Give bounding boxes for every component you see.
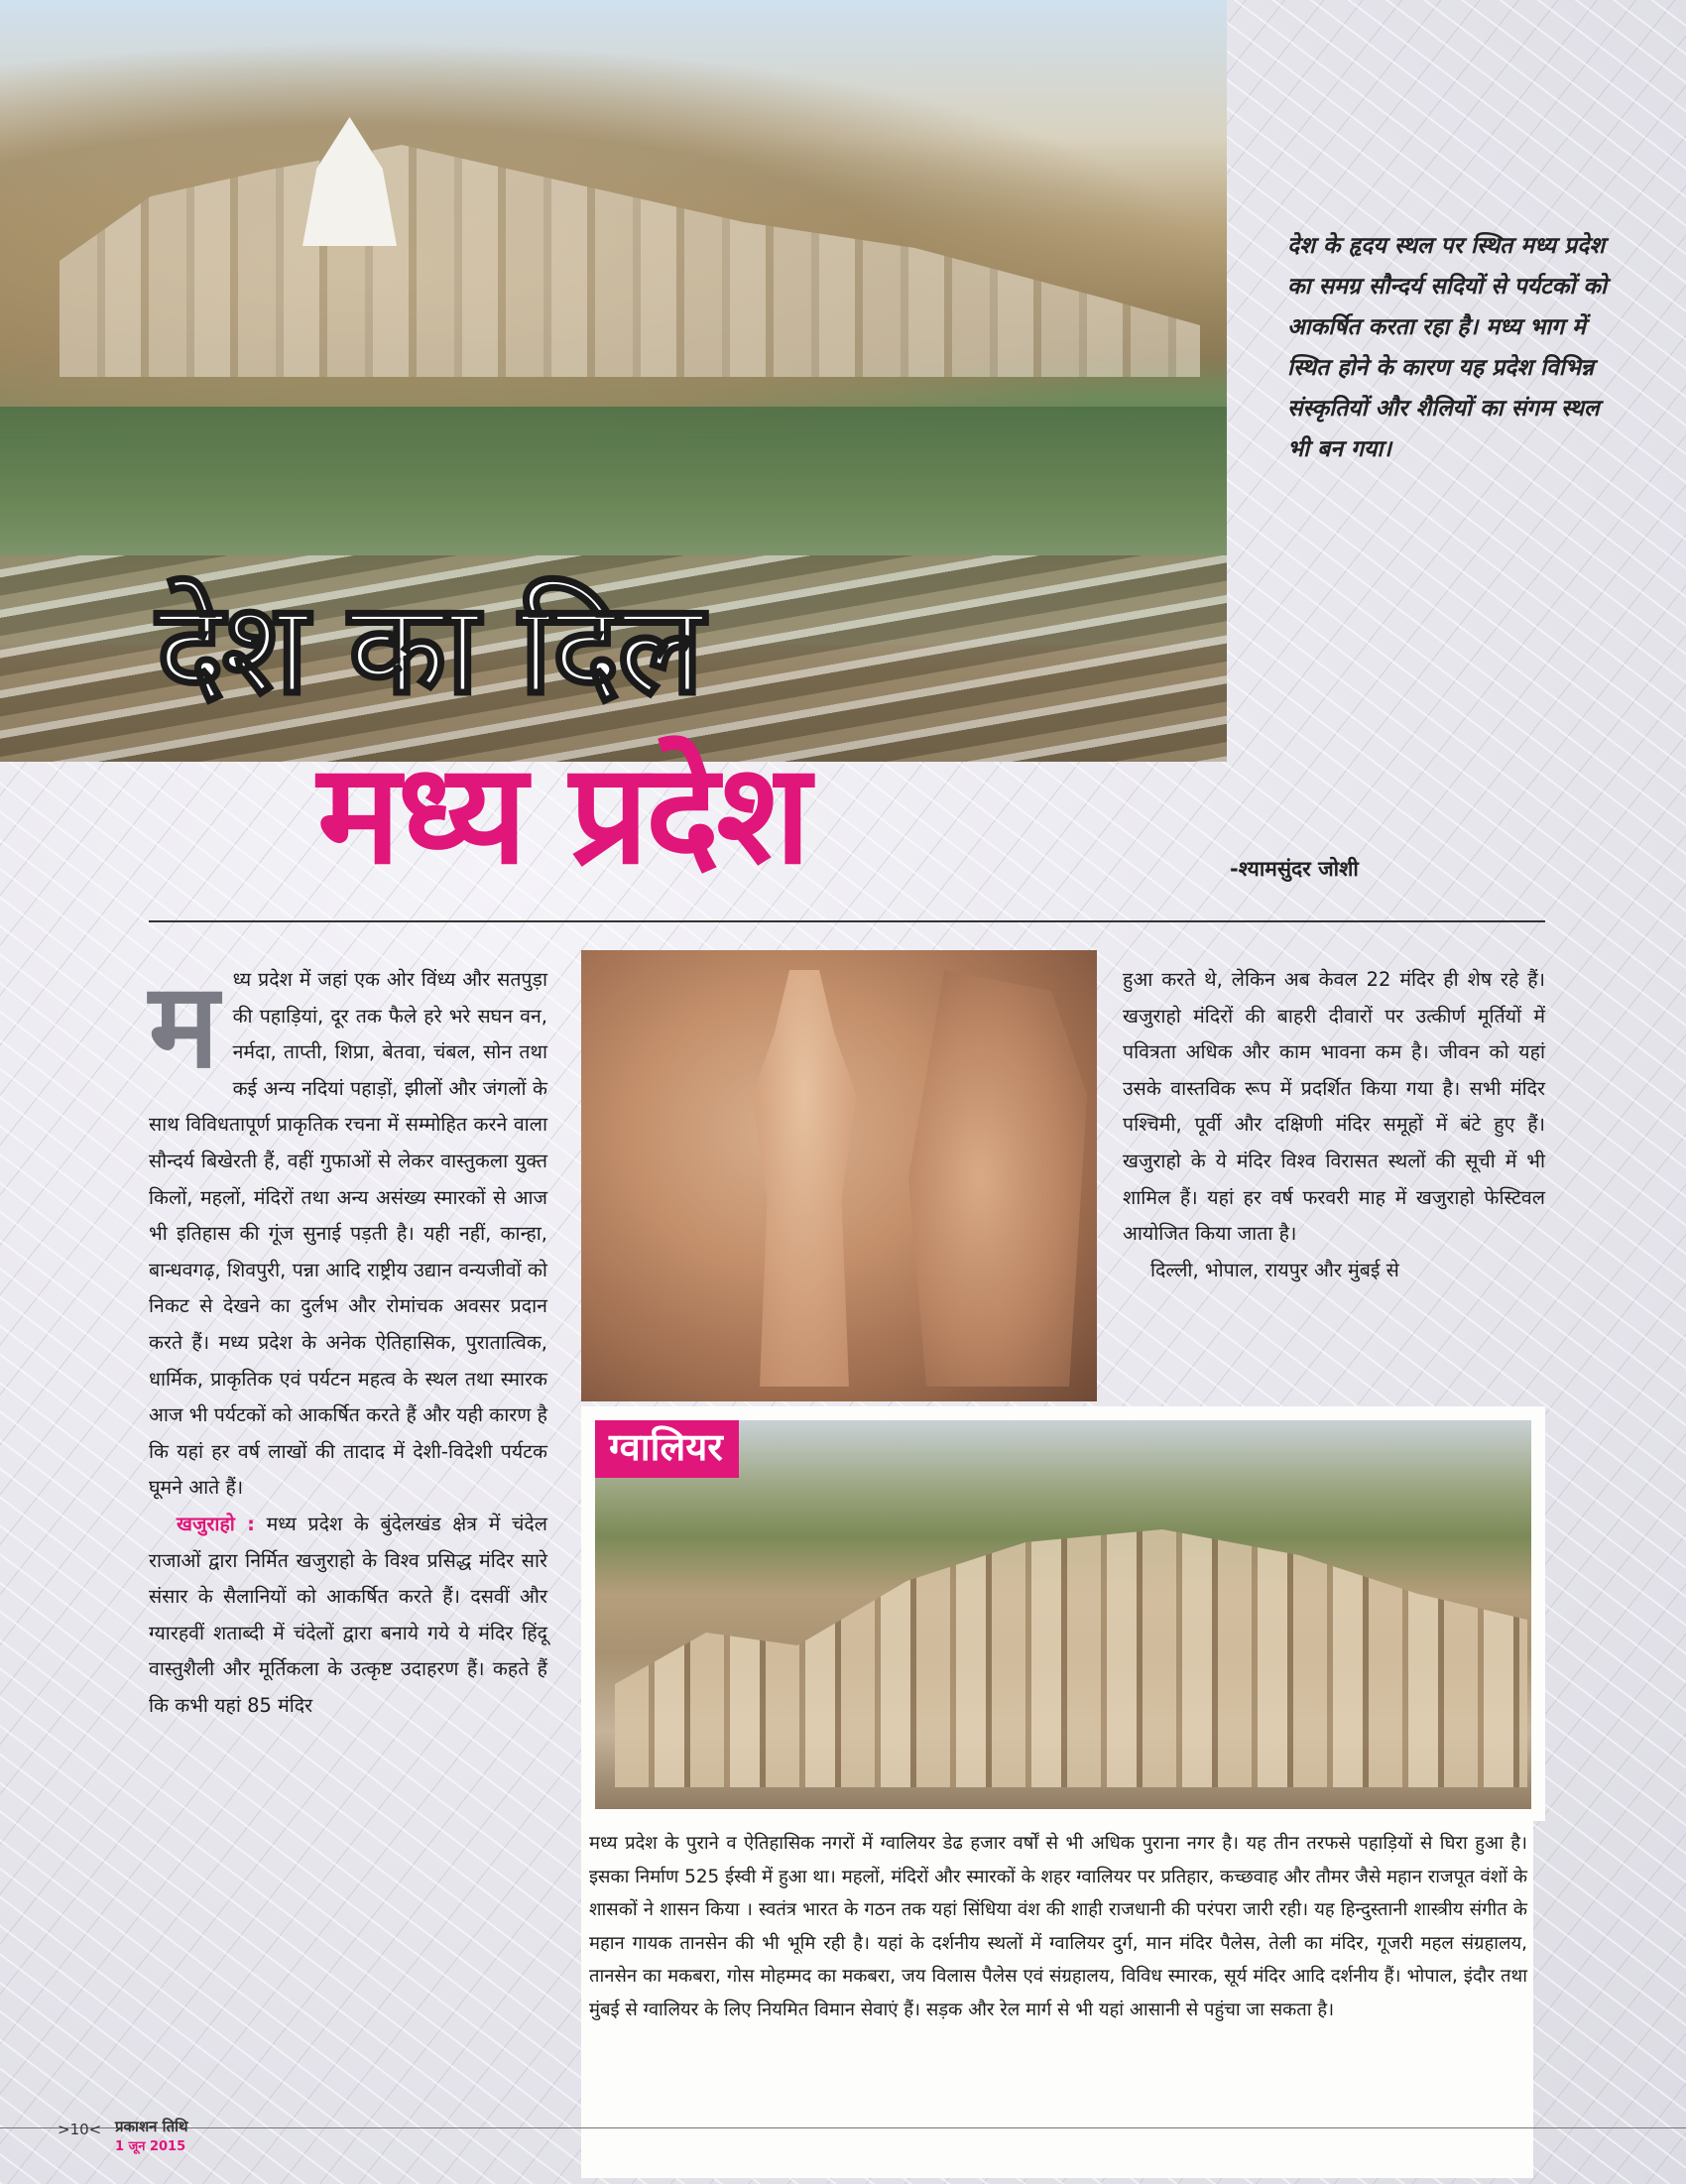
gwalior-label: ग्वालियर [595,1420,739,1478]
intro-text: देश के हृदय स्थल पर स्थित मध्य प्रदेश का समग्र सौन्दर्य सदियों से पर्यटकों को आकर्षित करता रहा है। मध्य भाग में स्थित होने के कारण यह प्रदेश विभिन्न संस्कृतियों और शैलियों का संगम स्थल भी बन गया। [1287,233,1607,462]
article-paragraph-1: ध्य प्रदेश में जहां एक ओर विंध्य और सतपुड़ा की पहाड़ियां, दूर तक फैले हरे भरे सघन वन, नर्मदा, ताप्ती, शिप्रा, बेतवा, चंबल, सोन तथा कई अन्य नदियां पहाड़ों, झीलों और जंगलों के साथ विविधतापूर्ण प्राकृतिक रचना में सम्मोहित करने वाला सौन्दर्य बिखेरती हैं, वहीं गुफाओं से लेकर वास्तुकला युक्त किलों, महलों, मंदिरों तथा अन्य असंख्य स्मारकों से आज भी इतिहास की गूंज सुनाई पड़ती है। यही नहीं, कान्हा, बान्धवगढ़, शिवपुरी, पन्ना आदि राष्ट्रीय उद्यान वन्यजीवों को निकट से देखने का दुर्लभ और रोमांचक अवसर प्रदान करते हैं। मध्य प्रदेश के अनेक ऐतिहासिक, पुरातात्विक, धार्मिक, प्राकृतिक एवं पर्यटन महत्व के स्थल तथा स्मारक आज भी पर्यटकों को आकर्षित करते हैं और यही कारण है कि यहां हर वर्ष लाखों की तादाद में देशी-विदेशी पर्यटक घूमने आते हैं। [149,968,547,1500]
sculpture-beast [908,970,1087,1387]
gwalior-temples-photo [595,1420,1531,1809]
subhead-khajuraho: खजुराहो : [177,1512,255,1535]
title-divider [149,920,1545,922]
gwalior-text: मध्य प्रदेश के पुराने व ऐतिहासिक नगरों में ग्वालियर डेढ हजार वर्षों से भी अधिक पुराना नगर है। यह तीन तरफसे पहाड़ियों से घिरा हुआ है। इसका निर्माण 525 ईस्वी में हुआ था। महलों, मंदिरों और स्मारकों के शहर ग्वालियर पर प्रतिहार, कच्छवाह और तौमर जैसे महान राजपूत वंशों के शासकों ने शासन किया । स्वतंत्र भारत के गठन तक यहां सिंधिया वंश की शाही राजधानी की परंपरा जारी रही। यह हिन्दुस्तानी शास्त्रीय संगीत के महान गायक तानसेन की भी भूमि रही है। यहां के दर्शनीय स्थलों में ग्वालियर दुर्ग, मान मंदिर पैलेस, तेली का मंदिर, गूजरी महल संग्रहालय, तानसेन का मकबरा, गोस मोहम्मद का मकबरा, जय विलास पैलेस एवं संग्रहालय, विविध स्मारक, सूर्य मंदिर आदि दर्शनीय हैं। भोपाल, इंदौर तथा मुंबई से ग्वालियर के लिए नियमित विमान सेवाएं हैं। सड़क और रेल मार्ग से भी यहां आसानी से पहुंचा जा सकता है। [581,1821,1533,2178]
publication-date-label: प्रकाशन तिथि [115,2118,188,2135]
sculpture-figure [730,970,879,1387]
khajuraho-text: मध्य प्रदेश के बुंदेलखंड क्षेत्र में चंदेल राजाओं द्वारा निर्मित खजुराहो के विश्व प्रसिद्ध मंदिर सारे संसार के सैलानियों को आकर्षित करते हैं। दसवीं और ग्यारहवीं शताब्दी में चंदेलों द्वारा बनाये गये ये मंदिर हिंदू वास्तुशैली और मूर्तिकला के उत्कृष्ट उदाहरण हैं। कहते हैं कि कभी यहां 85 मंदिर [149,1512,547,1717]
article-paragraph-khajuraho [149,1507,547,1725]
drop-cap: म [149,956,219,1094]
title-line-2: मध्य प्रदेश [317,734,808,896]
gwalior-temple-complex [615,1529,1527,1787]
footer-line [0,2127,1686,2128]
page-number: >10< [58,2121,102,2138]
article-column-right [1123,962,1545,1288]
article-paragraph-right: हुआ करते थे, लेकिन अब केवल 22 मंदिर ही शेष रहे हैं। खजुराहो मंदिरों की बाहरी दीवारों पर उत्कीर्ण मूर्तियों में पवित्रता अधिक और काम भावना कम है। जीवन को यहां उसके वास्तविक रूप में प्रदर्शित किया गया है। सभी मंदिर पश्चिमी, पूर्वी और दक्षिणी मंदिर समूहों में बंटे हुए हैं। खजुराहो के ये मंदिर विश्व विरासत स्थलों की सूची में भी शामिल हैं। यहां हर वर्ष फरवरी माह में खजुराहो फेस्टिवल आयोजित किया जाता है। [1123,968,1545,1246]
title-line-1: देश का दिल [157,575,702,723]
article-paragraph-right-2: दिल्ली, भोपाल, रायपुर और मुंबई से [1150,1258,1399,1281]
publication-date: 1 जून 2015 [115,2139,186,2154]
author-byline: -श्यामसुंदर जोशी [1230,857,1359,881]
article-column-left [149,956,547,1724]
khajuraho-sculpture-photo [581,950,1097,1401]
